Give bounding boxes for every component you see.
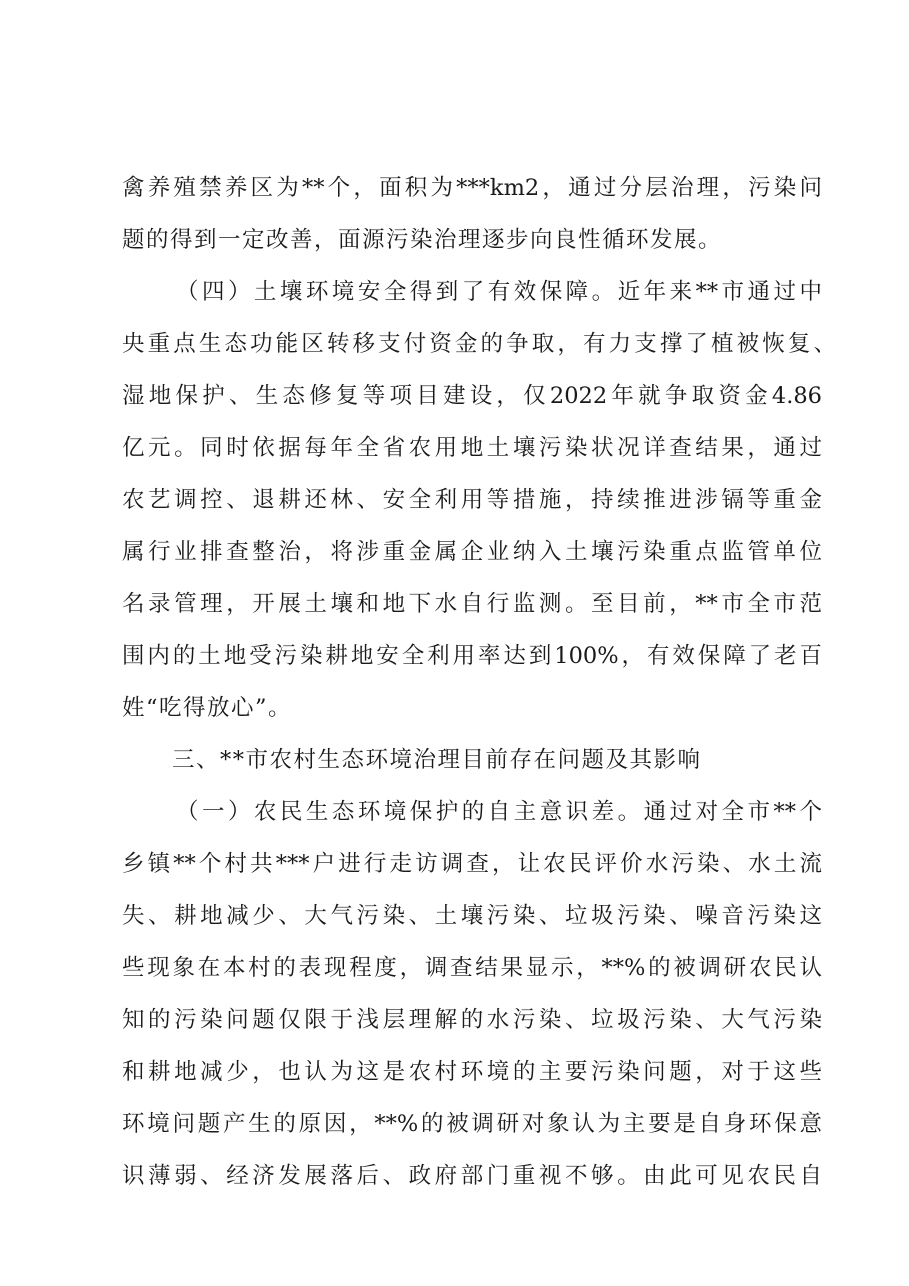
text-line: 环境问题产生的原因，**%的被调研对象认为主要是自身环保意: [122, 1111, 822, 1137]
text-line: 农艺调控、退耕还林、安全利用等措施，持续推进涉镉等重金: [122, 487, 822, 513]
text-line: 乡镇**个村共***户进行走访调查，让农民评价水污染、水土流: [122, 851, 822, 877]
text-line: 湿地保护、生态修复等项目建设，仅2022年就争取资金4.86: [122, 383, 822, 409]
text-line: 央重点生态功能区转移支付资金的争取，有力支撑了植被恢复、: [122, 331, 836, 357]
body-text: [122, 162, 836, 1202]
text-line: 禽养殖禁养区为**个，面积为***km2，通过分层治理，污染问: [122, 175, 822, 201]
text-line: 围内的土地受污染耕地安全利用率达到100%，有效保障了老百: [122, 643, 822, 669]
text-line: 题的得到一定改善，面源污染治理逐步向良性循环发展。: [122, 227, 723, 253]
text-line: 和耕地减少，也认为这是农村环境的主要污染问题，对于这些: [122, 1059, 822, 1085]
text-line: （四）土壤环境安全得到了有效保障。近年来**市通过中: [176, 279, 822, 305]
section-heading: 三、**市农村生态环境治理目前存在问题及其影响: [172, 747, 702, 773]
text-line: 失、耕地减少、大气污染、土壤污染、垃圾污染、噪音污染这: [122, 903, 822, 929]
text-line: （一）农民生态环境保护的自主意识差。通过对全市**个: [176, 799, 822, 825]
text-line: 识薄弱、经济发展落后、政府部门重视不够。由此可见农民自: [122, 1163, 822, 1189]
text-line: 亿元。同时依据每年全省农用地土壤污染状况详查结果，通过: [122, 435, 822, 461]
text-line: 知的污染问题仅限于浅层理解的水污染、垃圾污染、大气污染: [122, 1007, 822, 1033]
text-line: 属行业排查整治，将涉重金属企业纳入土壤污染重点监管单位: [122, 539, 822, 565]
text-line: 些现象在本村的表现程度，调查结果显示，**%的被调研农民认: [122, 955, 822, 981]
text-line: 名录管理，开展土壤和地下水自行监测。至目前，**市全市范: [122, 591, 822, 617]
text-line: 姓“吃得放心”。: [122, 695, 293, 721]
